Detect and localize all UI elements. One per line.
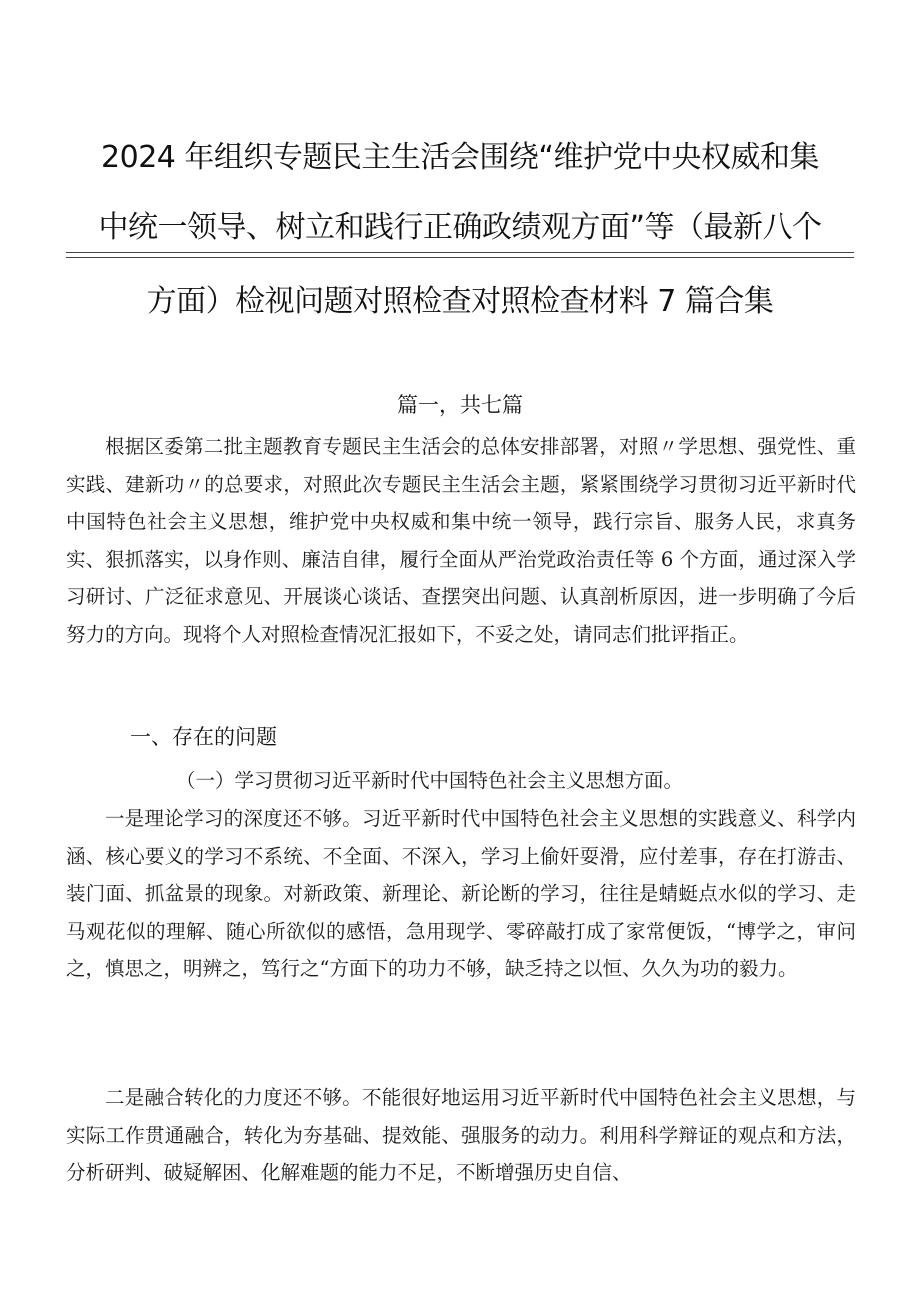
paragraph-integration: 二是融合转化的力度还不够。不能很好地运用习近平新时代中国特色社会主义思想，与实际工作贯通融合，转化为夯基础、提效能、强服务的动力。利用科学辩证的观点和方法，分析研判、破疑解困、化解难题的能力不足，不断增强历史自信、 — [66, 1086, 856, 1185]
heading-existing-problems: 一、存在的问题 — [130, 725, 277, 749]
document-title-line-2: 中统一领导、树立和践行正确政绩观方面”等（最新八个 — [98, 210, 822, 245]
paragraph-theory-study: 一是理论学习的深度还不够。习近平新时代中国特色社会主义思想的实践意义、科学内涵、核心要义的学习不系统、不全面、不深入，学习上偷奸耍滑，应付差事，存在打游击、装门面、抓盆景的现象。对新政策、新理论、新论断的学习，往往是蜻蜓点水似的学习、走马观花似的理解、随心所欲似的感悟，急用现学、零碎敲打成了家常便饭，“博学之，审问之，慎思之，明辨之，笃行之“方面下的功力不够，缺乏持之以恒、久久为功的毅力。 — [66, 807, 856, 981]
title-divider-bottom — [66, 257, 854, 258]
document-title-line-1: 2024 年组织专题民主生活会围绕“维护党中央权威和集 — [101, 140, 819, 175]
title-divider-top — [66, 252, 854, 253]
intro-paragraph: 根据区委第二批主题教育专题民主生活会的总体安排部署，对照〃学思想、强党性、重实践、建新功〃的总要求，对照此次专题民主生活会主题，紧紧围绕学习贯彻习近平新时代中国特色社会主义思想，维护党中央权威和集中统一领导，践行宗旨、服务人民，求真务实、狠抓落实，以身作则、廉洁自律，履行全面从严治党政治责任等 6 个方面，通过深入学习研讨、广泛征求意见、开展谈心谈话、查摆突出问题、认真剖析原因，进一步明确了今后努力的方向。现将个人对照检查情况汇报如下，不妥之处，请同志们批评指正。 — [66, 435, 856, 646]
document-title-line-3: 方面）检视问题对照检查对照检查材料 7 篇合集 — [146, 284, 774, 319]
section-title: 篇一，共七篇 — [397, 393, 523, 417]
subheading-study-thought: （一）学习贯彻习近平新时代中国特色社会主义思想方面。 — [176, 769, 684, 792]
